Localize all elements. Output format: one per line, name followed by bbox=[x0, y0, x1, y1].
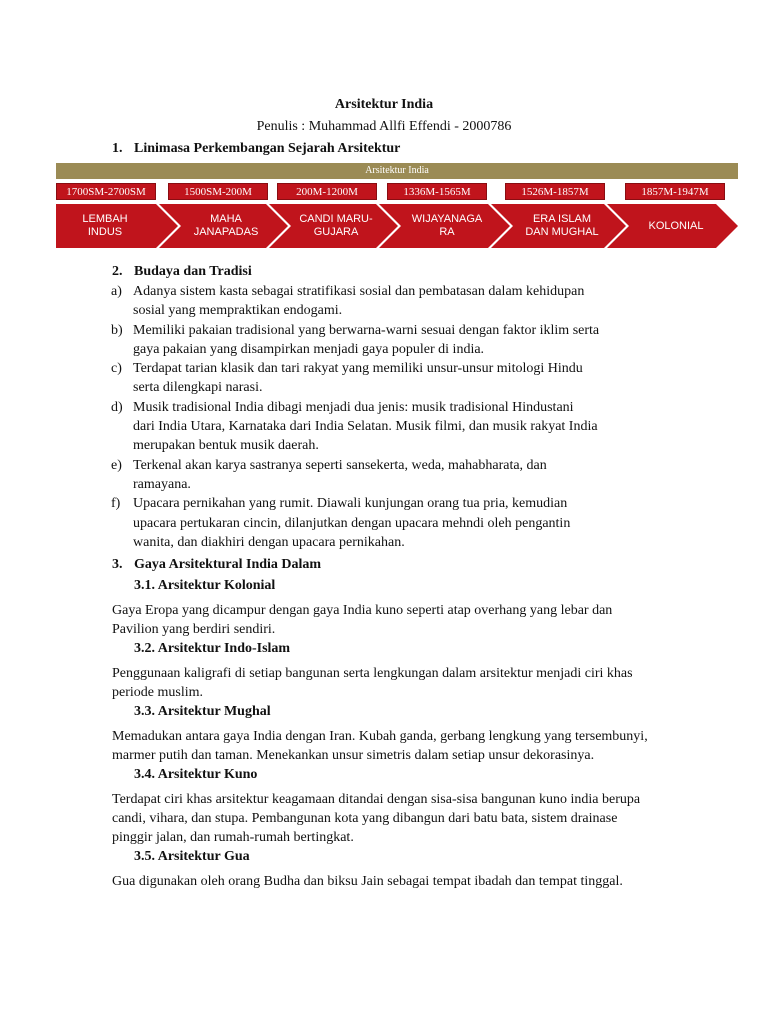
paragraph-line: marmer putih dan taman. Menekankan unsur simetris dalam setiap unsur dekorasinya. bbox=[112, 748, 595, 763]
timeline-date: 1526M-1857M bbox=[505, 183, 605, 200]
list-marker: b) bbox=[111, 322, 123, 338]
subsection-paragraph bbox=[112, 872, 702, 891]
era-label-line: GUJARA bbox=[313, 226, 359, 238]
list-item-line: Upacara pernikahan yang rumit. Diawali kunjungan orang tua pria, kemudian bbox=[133, 496, 568, 512]
era-label bbox=[178, 204, 274, 248]
timeline-date: 1700SM-2700SM bbox=[56, 183, 156, 200]
era-label-line: CANDI MARU- bbox=[299, 213, 373, 225]
era-label-line: MAHA bbox=[210, 213, 242, 225]
subsection-paragraph bbox=[112, 601, 702, 639]
timeline-date: 1336M-1565M bbox=[387, 183, 487, 200]
section-title: Budaya dan Tradisi bbox=[134, 264, 252, 279]
era-label-line: ERA ISLAM bbox=[532, 213, 592, 225]
era-label-line: DAN MUGHAL bbox=[525, 226, 599, 238]
subsection-title: 3.1. Arsitektur Kolonial bbox=[134, 578, 276, 593]
timeline-date: 200M-1200M bbox=[277, 183, 377, 200]
paragraph-line: Gua digunakan oleh orang Budha dan biksu Jain sebagai tempat ibadah dan tempat tinggal. bbox=[112, 874, 623, 889]
subsection-title: 3.2. Arsitektur Indo-Islam bbox=[134, 641, 291, 656]
paragraph-line: Memadukan antara gaya India dengan Iran. Kubah ganda, gerbang lengkung yang tersembunyi, bbox=[112, 729, 648, 744]
era-label-line: INDUS bbox=[87, 226, 123, 238]
subsection-title: 3.3. Arsitektur Mughal bbox=[134, 704, 271, 719]
timeline-header-bar: Arsitektur India bbox=[56, 163, 738, 179]
era-label bbox=[628, 204, 724, 248]
era-label-line: RA bbox=[439, 226, 455, 238]
list-item-line: sosial yang mempraktikan endogami. bbox=[133, 303, 343, 319]
section-number: 2. bbox=[112, 264, 123, 279]
subsection-paragraph bbox=[112, 727, 702, 765]
timeline-date: 1500SM-200M bbox=[168, 183, 268, 200]
list-item-line: Terkenal akan karya sastranya seperti sansekerta, weda, mahabharata, dan bbox=[133, 457, 547, 473]
list-item-line: serta dilengkapi narasi. bbox=[133, 380, 263, 396]
section-number: 3. bbox=[112, 557, 123, 572]
list-item-line: Musik tradisional India dibagi menjadi dua jenis: musik tradisional Hindustani bbox=[133, 399, 574, 415]
era-label bbox=[398, 204, 496, 248]
list-marker: c) bbox=[111, 361, 122, 377]
era-label-line: JANAPADAS bbox=[193, 226, 259, 238]
list-item-line: Adanya sistem kasta sebagai stratifikasi sosial dan pembatasan dalam kehidupan bbox=[133, 284, 585, 299]
section-2-heading bbox=[112, 264, 252, 280]
list-item-line: ramayana. bbox=[133, 476, 191, 492]
list-item bbox=[111, 282, 659, 321]
section-1-heading bbox=[112, 141, 400, 157]
timeline-date: 1857M-1947M bbox=[625, 183, 725, 200]
era-label bbox=[60, 204, 150, 248]
document-author: Penulis : Muhammad Allfi Effendi - 2000786 bbox=[256, 119, 512, 134]
list-item-line: upacara pertukaran cincin, dilanjutkan dengan upacara mehndi oleh pengantin bbox=[133, 515, 571, 531]
subsection-title: 3.4. Arsitektur Kuno bbox=[134, 767, 258, 782]
paragraph-line: periode muslim. bbox=[112, 685, 203, 700]
list-item-line: dari India Utara, Karnataka dari India Selatan. Musik filmi, dan musik rakyat India bbox=[133, 419, 598, 435]
list-marker: a) bbox=[111, 284, 122, 299]
list-item bbox=[111, 359, 659, 398]
paragraph-line: Penggunaan kaligrafi di setiap bangunan serta lengkungan dalam arsitektur menjadi ciri khas bbox=[112, 666, 633, 681]
document-title: Arsitektur India bbox=[334, 97, 434, 112]
paragraph-line: Pavilion yang berdiri sendiri. bbox=[112, 622, 276, 637]
era-label bbox=[510, 204, 614, 248]
section-number: 1. bbox=[112, 141, 123, 156]
section-title: Linimasa Perkembangan Sejarah Arsitektur bbox=[134, 141, 401, 156]
list-item bbox=[111, 398, 659, 456]
timeline-dates bbox=[56, 183, 738, 200]
paragraph-line: pinggir jalan, dan rumah-rumah bertingkat. bbox=[112, 830, 354, 845]
list-marker: d) bbox=[111, 399, 123, 415]
list-item bbox=[111, 321, 659, 360]
era-label bbox=[288, 204, 384, 248]
subsection-title: 3.5. Arsitektur Gua bbox=[134, 849, 250, 864]
subsection-paragraph bbox=[112, 790, 702, 847]
era-label-line: WIJAYANAGA bbox=[411, 213, 483, 225]
list-item-line: Memiliki pakaian tradisional yang berwarna-warni sesuai dengan faktor iklim serta bbox=[133, 322, 600, 338]
list-item-line: wanita, dan diakhiri dengan upacara pernikahan. bbox=[133, 534, 405, 550]
era-label-line: LEMBAH bbox=[82, 213, 128, 225]
culture-list bbox=[111, 282, 659, 552]
subsection-paragraph bbox=[112, 664, 702, 702]
list-item bbox=[111, 456, 659, 495]
list-item-line: merupakan bentuk musik daerah. bbox=[133, 438, 319, 454]
list-item bbox=[111, 494, 659, 552]
section-title: Gaya Arsitektural India Dalam bbox=[134, 557, 322, 572]
paragraph-line: candi, vihara, dan stupa. Pembangunan kota yang dibangun dari batu bata, sistem drainase bbox=[112, 811, 618, 826]
paragraph-line: Gaya Eropa yang dicampur dengan gaya India kuno seperti atap overhang yang lebar dan bbox=[112, 603, 613, 618]
list-marker: f) bbox=[111, 496, 121, 512]
section-3-heading bbox=[112, 557, 321, 573]
list-item-line: Terdapat tarian klasik dan tari rakyat yang memiliki unsur-unsur mitologi Hindu bbox=[133, 361, 583, 377]
era-label-line: KOLONIAL bbox=[648, 219, 704, 232]
paragraph-line: Terdapat ciri khas arsitektur keagamaan ditandai dengan sisa-sisa bangunan kuno india berupa bbox=[112, 792, 641, 807]
list-item-line: gaya pakaian yang disampirkan menjadi gaya populer di india. bbox=[133, 341, 485, 357]
list-marker: e) bbox=[111, 457, 122, 473]
